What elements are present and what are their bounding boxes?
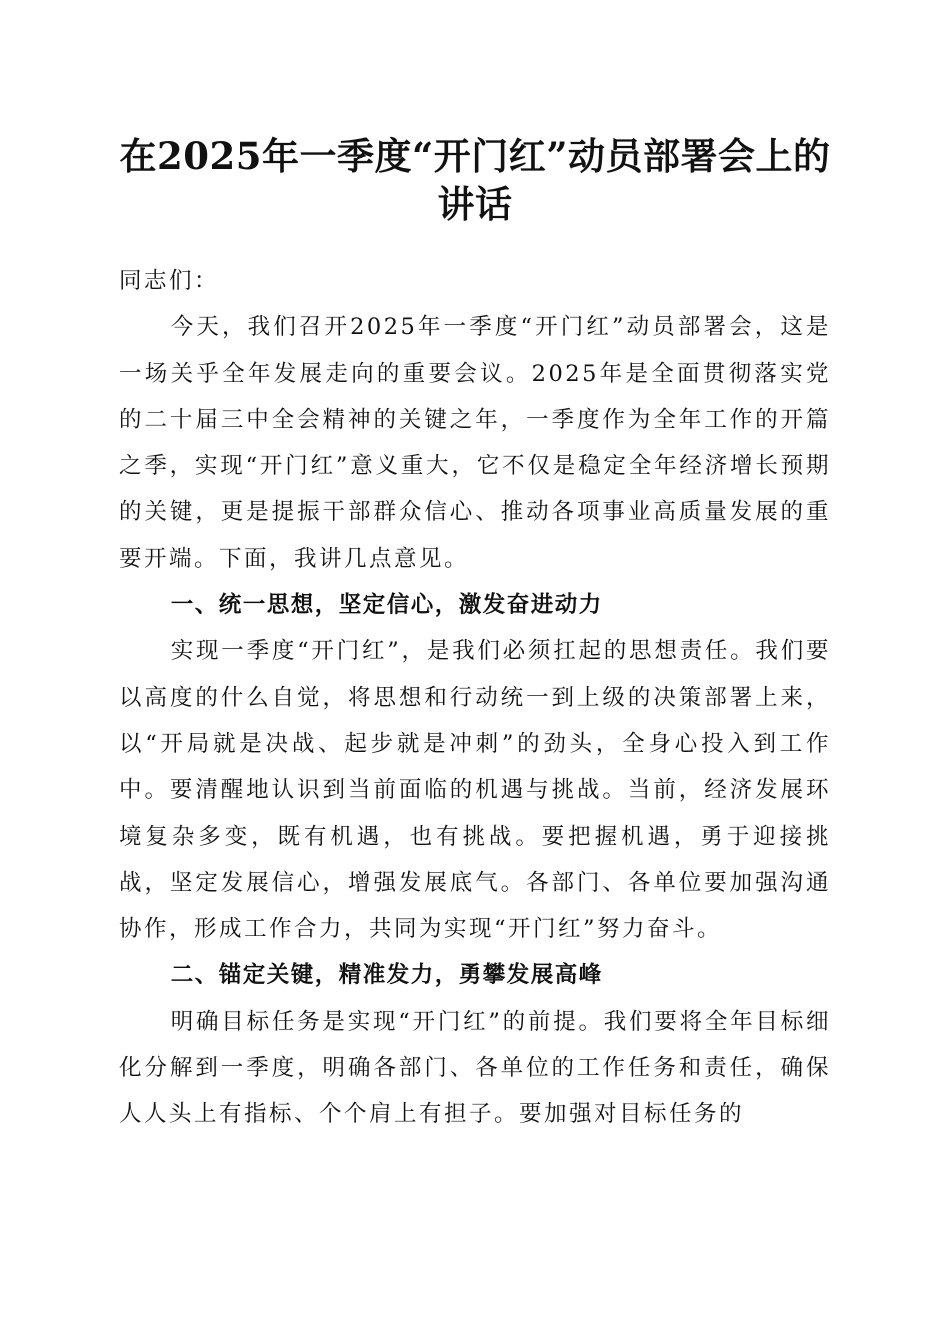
section-2-heading: 二、锚定关键，精准发力，勇攀发展高峰 [170,962,603,989]
section-2-paragraph: 明确目标任务是实现“开门红”的前提。我们要将全年目标细化分解到一季度，明确各部门、各单位的工作任务和责任，确保人人头上有指标、个个肩上有担子。要加强对目标任务的 [119,1008,831,1128]
section-1-heading: 一、统一思想，坚定信心，激发奋进动力 [170,592,603,619]
salutation: 同志们： [119,268,220,294]
document-title [100,132,850,228]
document-title-line-1: 在2025年一季度“开门红”动员部署会上的 [119,134,831,178]
intro-paragraph: 今天，我们召开2025年一季度“开门红”动员部署会，这是一场关乎全年发展走向的重要会议。2025年是全面贯彻落实党的二十届三中全会精神的关键之年，一季度作为全年工作的开篇之季，实现“开门红”意义重大，它不仅是稳定全年经济增长预期的关键，更是提振干部群众信心、推动各项事业高质量发展的重要开端。下面，我讲几点意见。 [119,314,831,572]
section-1-paragraph: 实现一季度“开门红”，是我们必须扛起的思想责任。我们要以高度的什么自觉，将思想和行动统一到上级的决策部署上来，以“开局就是决战、起步就是冲刺”的劲头，全身心投入到工作中。要清醒地认识到当前面临的机遇与挑战。当前，经济发展环境复杂多变，既有机遇，也有挑战。要把握机遇，勇于迎接挑战，坚定发展信心，增强发展底气。各部门、各单位要加强沟通协作，形成工作合力，共同为实现“开门红”努力奋斗。 [119,638,831,943]
document-body [119,258,831,1138]
document-title-line-2: 讲话 [437,182,513,226]
